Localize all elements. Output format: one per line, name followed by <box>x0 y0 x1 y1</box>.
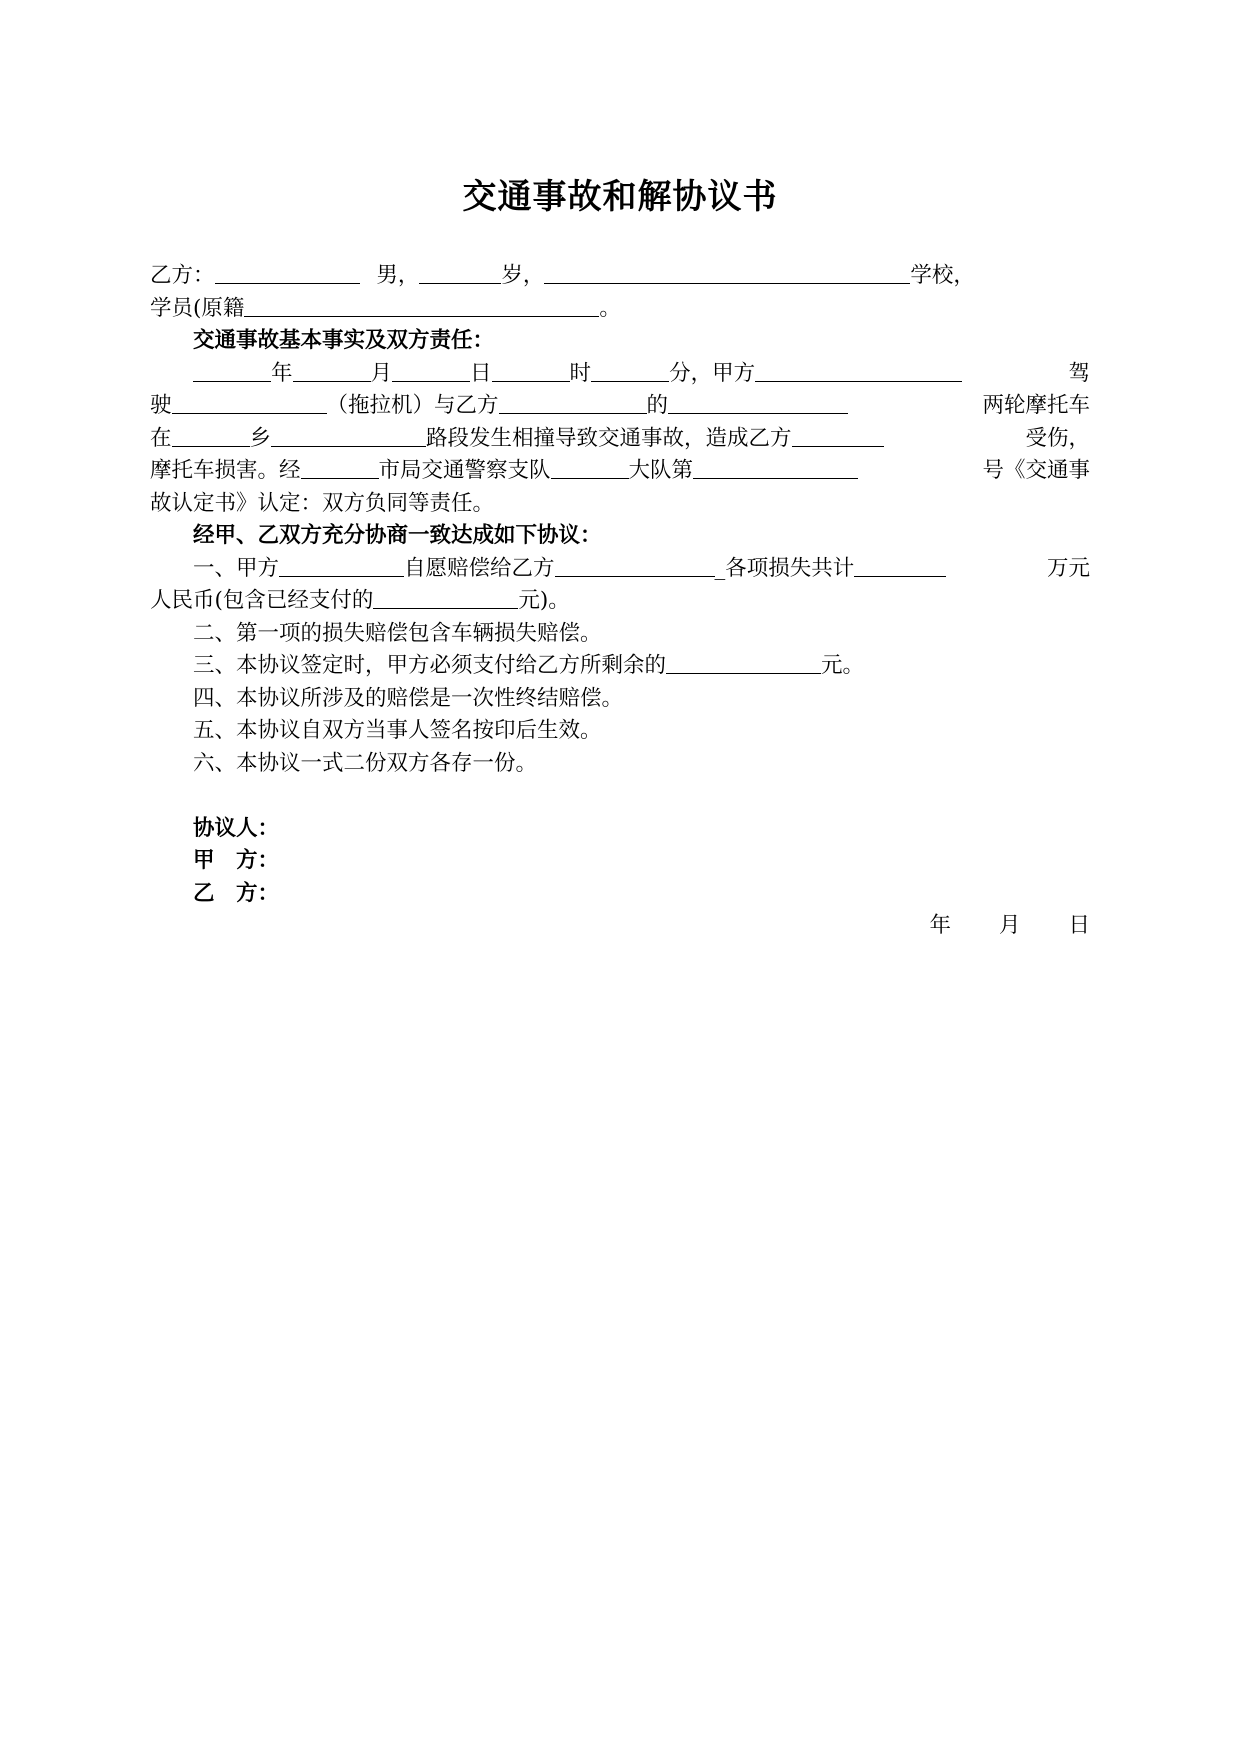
recipient-blank[interactable] <box>555 554 715 577</box>
number-label: 号《交通事 <box>982 458 1090 483</box>
facts-line-2 <box>150 390 1090 423</box>
vehicle-blank[interactable] <box>172 391 327 414</box>
minute-blank[interactable] <box>591 359 669 382</box>
gender-label: 男， <box>376 263 420 288</box>
clause-1-line-1 <box>150 553 1090 586</box>
total-amount-blank[interactable] <box>854 554 946 577</box>
police-label: 市局交通警察支队 <box>378 458 551 483</box>
day-label: 日 <box>470 360 492 386</box>
age-label: 岁， <box>501 263 545 288</box>
clause-6: 六、本协议一式二份双方各存一份。 <box>193 750 538 776</box>
party-b-name-blank[interactable] <box>215 261 360 284</box>
remaining-amount-blank[interactable] <box>666 651 821 674</box>
origin-blank[interactable] <box>244 294 599 317</box>
city-blank[interactable] <box>301 456 379 479</box>
party-b-info-line <box>150 260 1090 293</box>
injury-blank[interactable] <box>792 424 884 447</box>
clause-2: 二、第一项的损失赔偿包含车辆损失赔偿。 <box>193 620 602 646</box>
brigade-blank[interactable] <box>551 456 629 479</box>
clause-4: 四、本协议所涉及的赔偿是一次性终结赔偿。 <box>193 685 624 711</box>
date-month: 月 <box>998 913 1021 938</box>
clause-5: 五、本协议自双方当事人签名按印后生效。 <box>193 718 602 743</box>
facts-line-1 <box>150 358 1090 391</box>
month-label: 月 <box>370 360 393 386</box>
clause1-f: 元)。 <box>518 588 570 613</box>
clause3-b: 元。 <box>821 653 865 678</box>
signature-party-a[interactable]: 甲 方： <box>193 848 280 873</box>
at-label: 在 <box>150 425 172 451</box>
clause-1-line-2 <box>150 585 1090 618</box>
student-prefix: 学员(原籍 <box>150 295 245 321</box>
report-number-blank[interactable] <box>693 456 858 479</box>
hour-label: 时 <box>569 360 592 386</box>
township-label: 乡 <box>249 425 272 451</box>
road-blank[interactable] <box>271 424 426 447</box>
clause3-a: 三、本协议签定时，甲方必须支付给乙方所剩余的 <box>193 653 667 678</box>
facts-line-5: 故认定书》认定：双方负同等责任。 <box>150 490 495 516</box>
drive-label: 驾 <box>1068 360 1090 386</box>
clause1-e: 人民币(包含已经支付的 <box>150 588 374 613</box>
age-blank[interactable] <box>419 261 501 284</box>
date-day: 日 <box>1068 913 1090 938</box>
compensator-blank[interactable] <box>279 554 404 577</box>
clause-3 <box>150 650 1090 683</box>
party-a-name-blank[interactable] <box>755 359 962 382</box>
student-suffix: 。 <box>599 295 621 321</box>
paid-amount-blank[interactable] <box>373 586 518 609</box>
damage-label: 摩托车损害。经 <box>150 458 301 483</box>
month-blank[interactable] <box>293 359 371 382</box>
of-label: 的 <box>646 393 669 418</box>
section-heading-facts: 交通事故基本事实及双方责任： <box>193 328 495 353</box>
hour-blank[interactable] <box>492 359 570 382</box>
school-blank[interactable] <box>544 261 910 284</box>
minute-label: 分，甲方 <box>669 360 756 386</box>
road-label: 路段发生相撞导致交通事故，造成乙方 <box>426 425 792 451</box>
document-title: 交通事故和解协议书 <box>462 177 778 217</box>
plate-blank[interactable] <box>668 391 848 414</box>
township-blank[interactable] <box>172 424 250 447</box>
signatories-heading: 协议人： <box>193 815 280 841</box>
party-b-blank[interactable] <box>499 391 647 414</box>
brigade-label: 大队第 <box>628 458 694 483</box>
year-blank[interactable] <box>193 359 271 382</box>
clause1-a: 一、甲方 <box>193 555 280 581</box>
tractor-label: （拖拉机）与乙方 <box>326 393 499 418</box>
drive2-label: 驶 <box>150 393 172 418</box>
year-label: 年 <box>271 360 293 386</box>
date-year: 年 <box>929 913 951 938</box>
clause1-c: _各项损失共计 <box>714 555 855 581</box>
clause1-d: 万元 <box>1046 555 1090 581</box>
school-label: 学校， <box>910 263 975 288</box>
party-b-label: 乙方： <box>150 263 215 288</box>
spacer <box>150 780 1090 813</box>
document-body <box>150 260 1090 943</box>
motorcycle-label: 两轮摩托车 <box>982 393 1090 418</box>
clause1-b: 自愿赔偿给乙方 <box>404 555 555 581</box>
day-blank[interactable] <box>392 359 470 382</box>
facts-line-4 <box>150 455 1090 488</box>
student-origin-line <box>150 293 1090 326</box>
facts-line-3 <box>150 423 1090 456</box>
date-line <box>150 910 1090 943</box>
signature-party-b[interactable]: 乙 方： <box>193 880 280 906</box>
section-heading-agreement: 经甲、乙双方充分协商一致达成如下协议： <box>193 523 602 548</box>
injured-label: 受伤， <box>1025 425 1090 451</box>
